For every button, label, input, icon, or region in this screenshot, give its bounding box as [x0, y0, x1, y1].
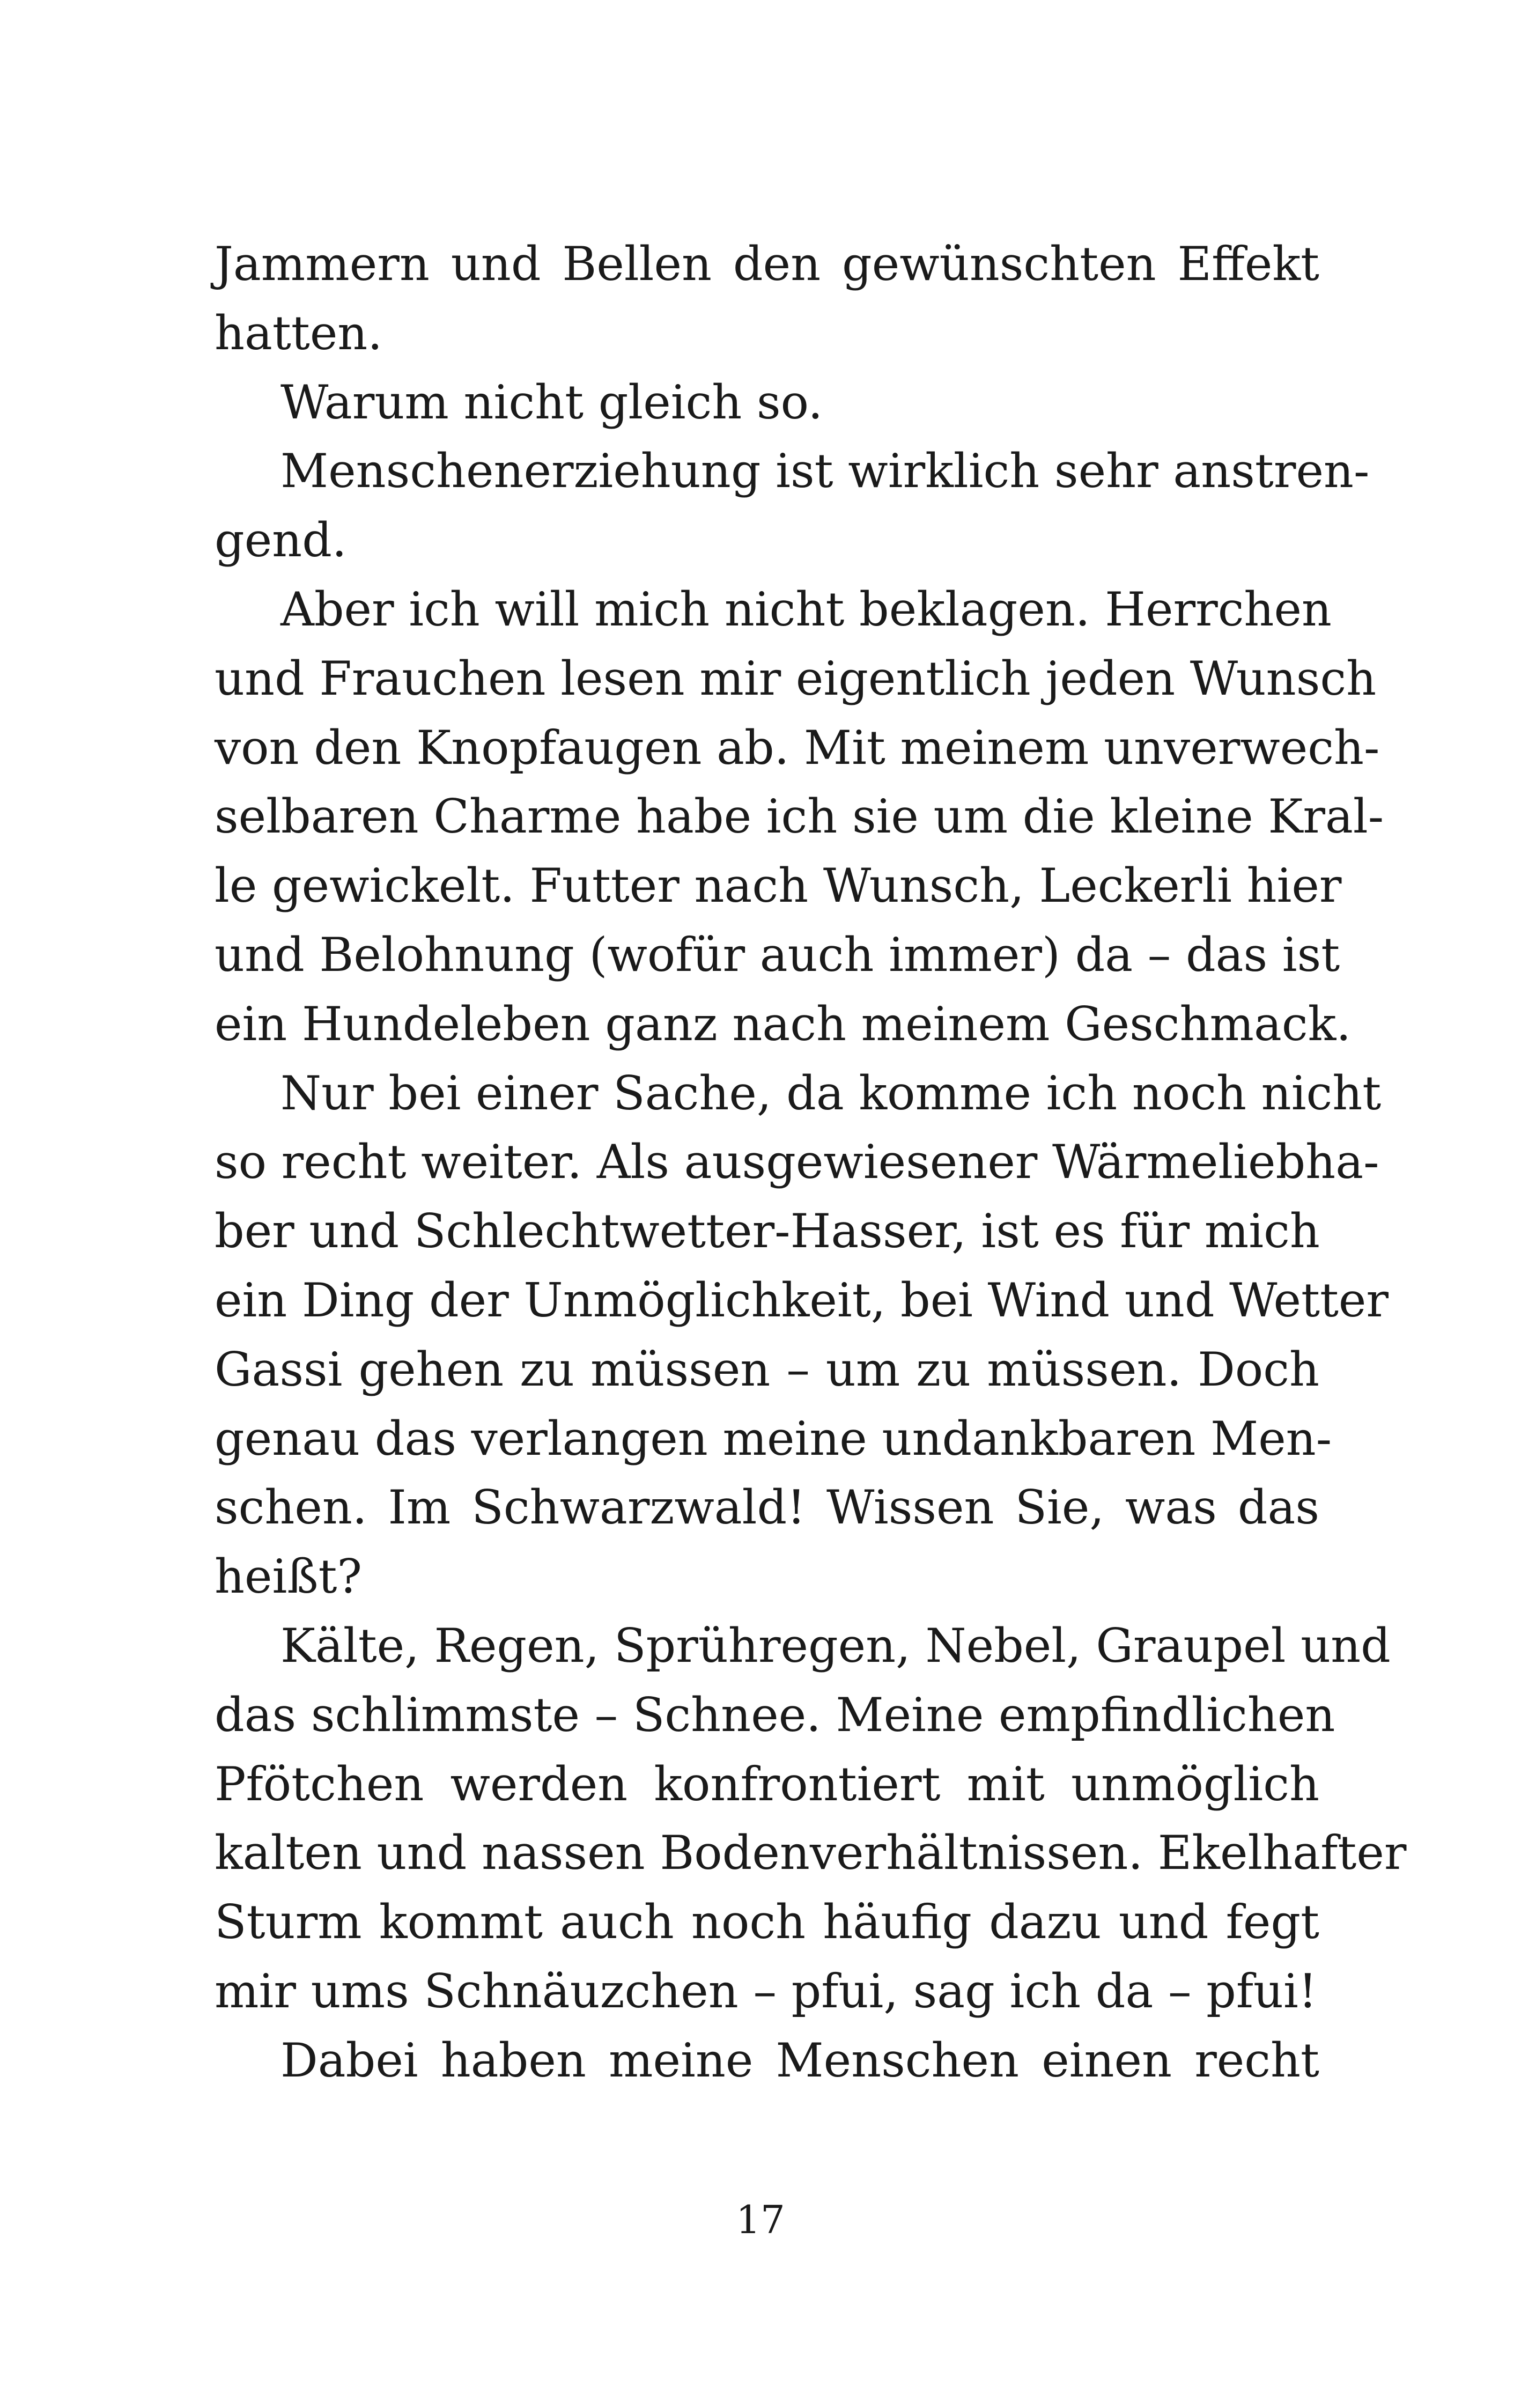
text-line: Aber ich will mich nicht beklagen. Herrchen — [280, 581, 1332, 637]
text-line: Nur bei einer Sache, da komme ich noch nicht — [280, 1065, 1382, 1121]
text-line: ein Ding der Unmöglichkeit, bei Wind und Wetter — [215, 1272, 1389, 1328]
text-line: Kälte, Regen, Sprühregen, Nebel, Graupel und — [280, 1618, 1391, 1673]
text-line: Sturm kommt auch noch häufig dazu und fegt — [215, 1895, 1319, 1950]
text-line: hatten. — [215, 305, 382, 360]
text-line: ein Hundeleben ganz nach meinem Geschmack. — [215, 996, 1352, 1051]
text-line: genau das verlangen meine undankbaren Men- — [215, 1411, 1332, 1466]
text-line: und Belohnung (wofür auch immer) da – das ist — [215, 927, 1340, 982]
text-line: Warum nicht gleich so. — [280, 374, 823, 430]
text-line: und Frauchen lesen mir eigentlich jeden Wunsch — [215, 651, 1377, 706]
text-line: ber und Schlechtwetter-Hasser, ist es für mich — [215, 1204, 1320, 1259]
text-line: selbaren Charme habe ich sie um die kleine Kral- — [215, 789, 1384, 844]
text-line: mir ums Schnäuzchen – pfui, sag ich da – pfui! — [215, 1963, 1317, 2019]
text-line: Pfötchen werden konfrontiert mit unmöglich — [215, 1756, 1319, 1811]
text-line: so recht weiter. Als ausgewiesener Wärmeliebha- — [215, 1135, 1379, 1190]
text-line: Menschenerziehung ist wirklich sehr anstren- — [280, 444, 1370, 499]
text-line: Dabei haben meine Menschen einen recht — [280, 2033, 1319, 2088]
page-number: 17 — [736, 2197, 785, 2242]
text-line: von den Knopfaugen ab. Mit meinem unverwech- — [215, 720, 1380, 775]
text-line: Gassi gehen zu müssen – um zu müssen. Doch — [215, 1342, 1319, 1397]
text-line: heißt? — [215, 1549, 363, 1604]
text-line: schen. Im Schwarzwald! Wissen Sie, was das — [215, 1480, 1319, 1535]
text-line: Jammern und Bellen den gewünschten Effekt — [215, 237, 1319, 291]
text-line: le gewickelt. Futter nach Wunsch, Leckerli hier — [215, 858, 1342, 914]
body-text — [215, 230, 1407, 2095]
text-line: das schlimmste – Schnee. Meine empfindlichen — [215, 1687, 1335, 1742]
text-line: gend. — [215, 513, 347, 568]
text-line: kalten und nassen Bodenverhältnissen. Ekelhafter — [215, 1825, 1407, 1881]
